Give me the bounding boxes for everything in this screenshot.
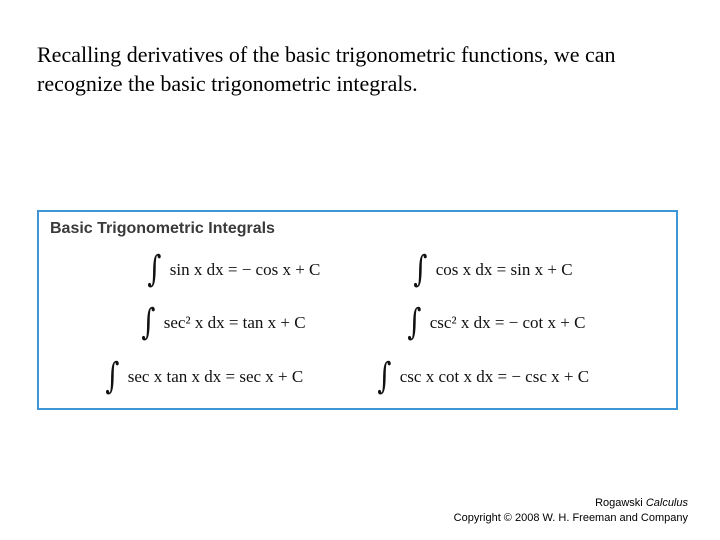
credit-book xyxy=(595,497,688,509)
box-title: Basic Trigonometric Integrals xyxy=(50,220,275,237)
intro-text: Recalling derivatives of the basic trigonometric functions, we can recognize the basic trigonometric integrals. xyxy=(37,42,616,96)
formula-expression: csc x cot x dx = − csc x + C xyxy=(399,367,590,386)
formula-sec-tan xyxy=(103,356,304,397)
formula-expression: cos x dx = sin x + C xyxy=(435,260,573,279)
integral-sign-icon: ∫ xyxy=(407,302,422,343)
credit-copyright: Copyright © 2008 W. H. Freeman and Company xyxy=(453,512,688,524)
integral-sign-icon: ∫ xyxy=(141,302,156,343)
integral-sign-icon: ∫ xyxy=(413,249,428,290)
credit-book-title: Calculus xyxy=(645,497,688,509)
formula-expression: csc² x dx = − cot x + C xyxy=(429,313,586,332)
integral-sign-icon: ∫ xyxy=(105,356,120,397)
formula-expression: sec x tan x dx = sec x + C xyxy=(127,367,304,386)
integral-sign-icon: ∫ xyxy=(147,249,162,290)
formula-expression: sin x dx = − cos x + C xyxy=(169,260,321,279)
formula-csc-cot xyxy=(375,356,590,397)
formula-cos xyxy=(411,249,573,290)
formula-sec-squared xyxy=(139,302,306,343)
trig-integrals-box xyxy=(37,210,678,410)
credit-author: Rogawski xyxy=(595,497,643,509)
formula-csc-squared xyxy=(405,302,586,343)
formula-sin xyxy=(145,249,321,290)
formula-expression: sec² x dx = tan x + C xyxy=(163,313,306,332)
integral-sign-icon: ∫ xyxy=(377,356,392,397)
